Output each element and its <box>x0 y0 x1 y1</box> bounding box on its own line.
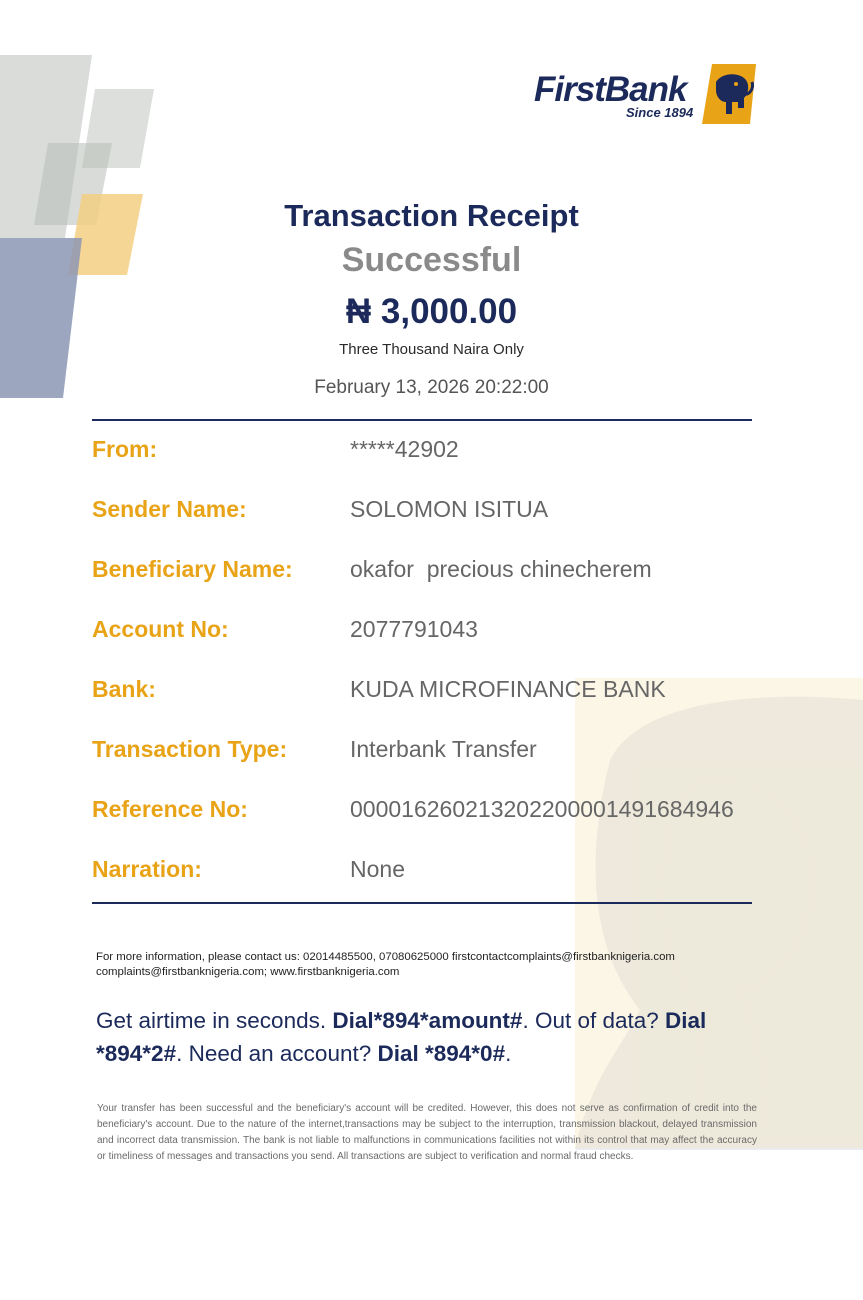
detail-row-reference-no <box>92 796 792 856</box>
detail-label: Account No: <box>92 616 229 642</box>
detail-row-transaction-type <box>92 736 792 796</box>
detail-row-beneficiary-name <box>92 556 792 616</box>
contact-line-2: complaints@firstbanknigeria.com; www.firstbanknigeria.com <box>96 966 400 978</box>
promo-text: . <box>505 1041 512 1066</box>
transaction-amount: ₦ 3,000.00 <box>345 292 518 331</box>
detail-value: SOLOMON ISITUA <box>350 496 549 522</box>
logo-tagline: Since 1894 <box>626 105 694 120</box>
detail-label: Transaction Type: <box>92 736 288 762</box>
amount-in-words: Three Thousand Naira Only <box>339 341 524 358</box>
receipt-title: Transaction Receipt <box>284 198 579 233</box>
promo-ussd-account: Dial *894*0# <box>377 1041 506 1066</box>
detail-label: Bank: <box>92 676 156 702</box>
detail-value: okafor precious chinecherem <box>350 556 652 582</box>
detail-label: From: <box>92 436 158 462</box>
detail-row-narration <box>92 856 792 916</box>
detail-label: Sender Name: <box>92 496 247 522</box>
promo-ussd-data: Dial *894*2# <box>96 1008 707 1066</box>
detail-row-from <box>92 436 792 496</box>
detail-row-sender-name <box>92 496 792 556</box>
detail-value: 000016260213202200001491684946 <box>350 796 734 822</box>
detail-label: Beneficiary Name: <box>92 556 293 582</box>
divider-bottom <box>92 902 752 904</box>
detail-label: Narration: <box>92 856 202 882</box>
detail-value: *****42902 <box>350 436 459 462</box>
promo-ussd-airtime: Dial*894*amount# <box>332 1008 523 1033</box>
detail-value: None <box>350 856 405 882</box>
detail-row-account-no <box>92 616 792 676</box>
ussd-promo <box>96 1004 776 1070</box>
firstbank-logo <box>534 64 760 128</box>
logo-wordmark: FirstBank <box>534 70 687 109</box>
elephant-logo-icon <box>702 64 756 124</box>
detail-value: 2077791043 <box>350 616 478 642</box>
promo-text: . Need an account? <box>176 1041 378 1066</box>
divider-top <box>92 419 752 421</box>
detail-row-bank <box>92 676 792 736</box>
promo-text: Get airtime in seconds. <box>96 1008 333 1033</box>
contact-line-1: For more information, please contact us: 02014485500, 07080625000 firstcontactcomplaints@firstbanknigeria.com <box>96 951 675 963</box>
transaction-status: Successful <box>341 241 522 279</box>
transaction-datetime: February 13, 2026 20:22:00 <box>314 377 549 398</box>
contact-info <box>96 950 766 980</box>
detail-label: Reference No: <box>92 796 248 822</box>
detail-value: Interbank Transfer <box>350 736 537 762</box>
disclaimer-text: Your transfer has been successful and the beneficiary's account will be credited. However, this does not serve as confirmation of credit into the beneficiary's account. Due to the nature of the internet,transactions may be subject to the interruption, transmission blackout, delayed transmission and incorrect data transmission. The bank is not liable to malfunctions in communications facilities not within its control that may affect the accuracy or timeliness of messages and transactions you send. All transactions are subject to verification and normal fraud checks. <box>97 1103 757 1162</box>
transaction-details <box>92 436 792 916</box>
detail-value: KUDA MICROFINANCE BANK <box>350 676 666 702</box>
promo-text: . Out of data? <box>522 1008 666 1033</box>
